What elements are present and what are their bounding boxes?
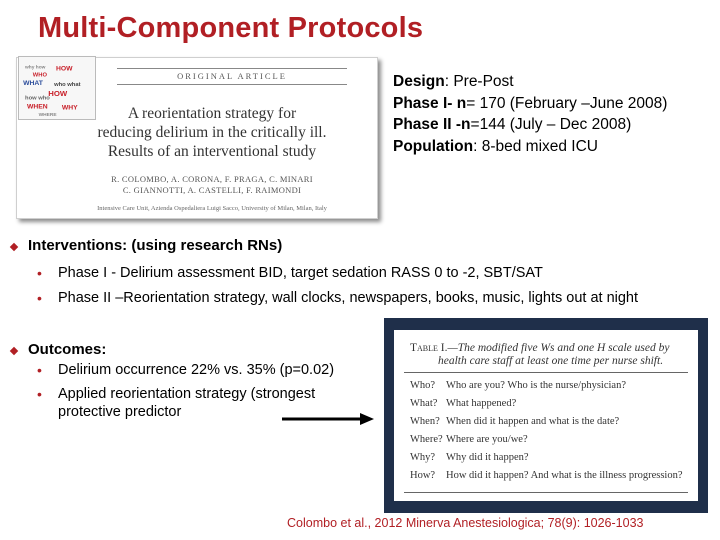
bullet-diamond-icon: [10, 243, 18, 251]
design-line: Design: Pre-Post: [393, 73, 514, 90]
outcome-item: Delirium occurrence 22% vs. 35% (p=0.02): [58, 362, 335, 378]
bullet-dash: •: [37, 362, 42, 378]
right-arrow-icon: [282, 412, 374, 426]
cloud-word: HOW: [56, 65, 73, 73]
population-line: Population: 8-bed mixed ICU: [393, 137, 598, 155]
table-caption-text: health care staff at least one time per nurse shift.: [438, 355, 664, 367]
divider: [117, 84, 347, 85]
authors-line: C. GIANNOTTI, A. CASTELLI, F. RAIMONDI: [122, 185, 302, 195]
article-title-line: A reorientation strategy for: [127, 105, 297, 122]
bullet-diamond-icon: [10, 347, 18, 355]
table-row: Who? Who are you? Who is the nurse/physician?: [410, 380, 627, 391]
article-authors: [57, 174, 367, 196]
cloud-word: WHAT: [23, 80, 43, 88]
scale-table-image: [384, 318, 708, 513]
bullet-dash: •: [37, 265, 42, 281]
article-label: ORIGINAL ARTICLE: [177, 71, 287, 81]
svg-text:HOW: HOW: [48, 88, 68, 98]
bullet-dash: •: [37, 290, 42, 306]
citation: Colombo et al., 2012 Minerva Anestesiologica; 78(9): 1026-1033: [287, 516, 644, 530]
cloud-word: WHY: [61, 104, 78, 112]
article-title-line: reducing delirium in the critically ill.: [97, 124, 327, 141]
table-caption-label: Table I.: [410, 342, 448, 354]
divider: [117, 68, 347, 69]
intervention-item: Phase I - Delirium assessment BID, target sedation RASS 0 to -2, SBT/SAT: [58, 265, 543, 281]
cloud-word: WHERE: [38, 113, 57, 119]
cloud-word: WHEN: [26, 103, 48, 111]
svg-text:why how: why how: [25, 65, 46, 71]
slide-title: Multi-Component Protocols: [38, 12, 424, 44]
divider: [404, 372, 688, 373]
table-row: Where? Where are you/we?: [410, 434, 528, 445]
table-row: What? What happened?: [410, 398, 517, 409]
bullet-dash: •: [37, 386, 42, 402]
word-cloud-graphic: [19, 57, 95, 119]
svg-text:who what: who what: [54, 82, 81, 89]
authors-line: R. COLOMBO, A. CORONA, F. PRAGA, C. MINARI: [111, 174, 313, 184]
article-title-line: Results of an interventional study: [107, 143, 317, 160]
phase2-line: Phase II -n=144 (July – Dec 2008): [393, 116, 632, 133]
word-cloud-image: [18, 56, 96, 120]
intervention-item: Phase II –Reorientation strategy, wall clocks, newspapers, books, music, lights out at night: [58, 290, 639, 306]
table-panel: [394, 330, 698, 501]
table-caption-text: —The modified five Ws and one H scale used by: [447, 342, 670, 354]
study-design-info: [393, 71, 667, 157]
cloud-word: WHO: [32, 72, 47, 79]
article-affiliation: Intensive Care Unit, Azienda Ospedaliera Luigi Sacco, University of Milan, Milan, Italy: [97, 205, 327, 212]
table-caption: [410, 342, 688, 368]
outcome-item-continued: protective predictor: [58, 404, 182, 420]
article-title: [57, 104, 367, 161]
outcomes-heading: Outcomes:: [28, 341, 107, 358]
divider: [404, 492, 688, 493]
svg-text:how who: how who: [25, 95, 50, 102]
table-row: Why? Why did it happen?: [410, 452, 529, 463]
table-row: When? When did it happen and what is the date?: [410, 416, 620, 427]
phase1-line: Phase I- n= 170 (February –June 2008): [393, 94, 668, 112]
table-row: How? How did it happen? And what is the illness progression?: [410, 470, 683, 481]
interventions-heading: Interventions: (using research RNs): [28, 237, 283, 254]
outcome-item: Applied reorientation strategy (strongest: [58, 386, 316, 402]
